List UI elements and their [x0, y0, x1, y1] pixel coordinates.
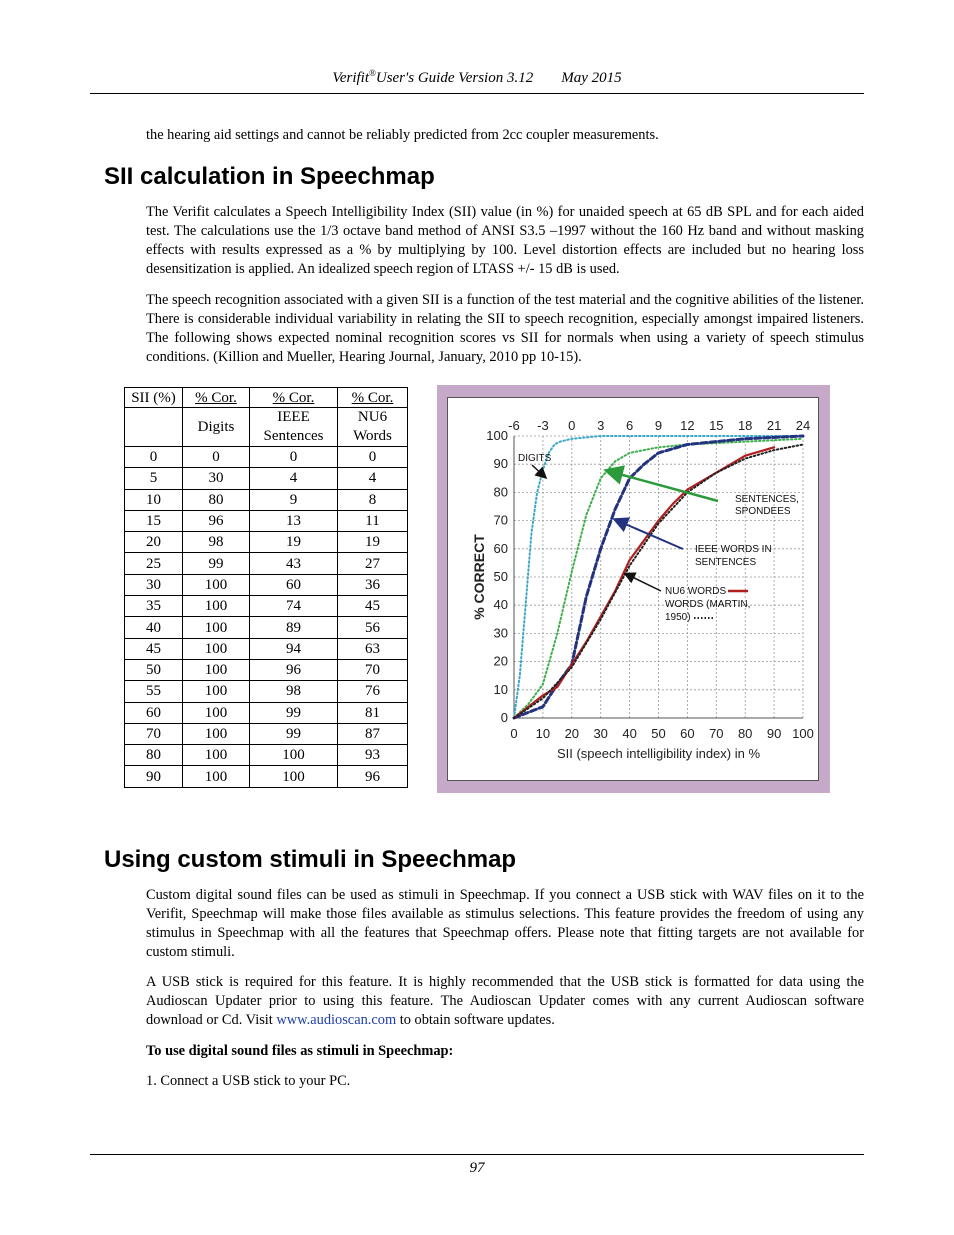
th-cor-nu6: % Cor. [338, 388, 408, 408]
table-cell: 93 [338, 745, 408, 766]
table-row [125, 659, 408, 680]
table-cell: 90 [125, 766, 183, 787]
table-cell: 4 [250, 468, 338, 489]
top-tick-label: 3 [597, 418, 605, 433]
header-date: May 2015 [561, 70, 622, 86]
table-cell: 27 [338, 553, 408, 574]
x-tick-label: 50 [651, 726, 666, 741]
table-cell: 100 [183, 659, 250, 680]
table-row [125, 702, 408, 723]
table-cell: 20 [125, 532, 183, 553]
th-sii: SII (%) [125, 388, 183, 408]
y-axis-label: % CORRECT [471, 534, 487, 620]
table-cell: 43 [250, 553, 338, 574]
table-cell: 30 [183, 468, 250, 489]
table-cell: 99 [183, 553, 250, 574]
y-tick-label: 50 [493, 569, 508, 584]
x-tick-label: 80 [737, 726, 753, 741]
chart-panel [447, 397, 819, 781]
sii-recognition-table [124, 387, 408, 788]
table-row [125, 447, 408, 468]
table-cell: 100 [183, 638, 250, 659]
audioscan-link[interactable]: www.audioscan.com [276, 1012, 397, 1028]
step-1: 1. Connect a USB stick to your PC. [146, 1073, 351, 1089]
table-row [125, 638, 408, 659]
subheader-ieee-line: IEEE [277, 409, 310, 425]
table-row [125, 723, 408, 744]
annotation-label: DIGITS [518, 453, 552, 464]
sii-paragraph-1: The Verifit calculates a Speech Intelligibility Index (SII) value (in %) for unaided speech at 65 dB SPL and for each aided test. The calculations use the 1/3 octave band method of ANSI S3.5 –1997 without the 160 Hz band and without masking effects with results expressed as a % by multiplying by 100. Level distortion effects are included but no hearing loss desensitization is applied. An idealized speech region of LTASS +/- 15 dB is used. [146, 204, 864, 277]
top-tick-label: 12 [680, 418, 695, 433]
table-cell: 96 [250, 659, 338, 680]
table-cell: 100 [183, 596, 250, 617]
top-tick-label: 0 [568, 418, 576, 433]
table-cell: 35 [125, 596, 183, 617]
page-header [90, 68, 864, 87]
table-cell: 8 [338, 489, 408, 510]
x-tick-label: 20 [564, 726, 580, 741]
custom-paragraph-2: A USB stick is required for this feature. It is highly recommended that the USB stick is formatted for data using the Audioscan Updater prior to using this feature. The Audioscan Updater comes with any current Audioscan software download or Cd. Visit www.audioscan.com to obtain software updates. [146, 974, 864, 1028]
ieee-arrow [616, 520, 683, 549]
intro-line: the hearing aid settings and cannot be reliably predicted from 2cc coupler measurements. [146, 127, 659, 143]
table-cell: 4 [338, 468, 408, 489]
table-cell: 13 [250, 510, 338, 531]
top-tick-label: 15 [709, 418, 724, 433]
table-cell: 70 [125, 723, 183, 744]
table-cell: 0 [183, 447, 250, 468]
table-row [125, 766, 408, 787]
y-tick-label: 80 [493, 484, 508, 500]
y-tick-label: 30 [493, 625, 508, 641]
table-cell: 100 [183, 617, 250, 638]
y-tick-label: 10 [493, 681, 508, 697]
annotation-label: SENTENCES, [735, 494, 799, 505]
y-tick-label: 60 [493, 540, 508, 556]
top-tick-label: 9 [654, 418, 663, 433]
annotation-label: 1950) [665, 612, 691, 623]
y-tick-label: 0 [500, 710, 508, 725]
y-tick-label: 70 [493, 512, 508, 528]
table-cell: 96 [183, 510, 250, 531]
table-cell: 36 [338, 574, 408, 595]
table-row [125, 553, 408, 574]
table-cell: 0 [125, 447, 183, 468]
table-cell: 11 [338, 510, 408, 531]
annotation-label: SPONDEES [735, 506, 791, 517]
subheader-ieee-line: Sentences [263, 428, 324, 444]
table-row [125, 510, 408, 531]
sii-chart [448, 398, 820, 782]
table-cell: 89 [250, 617, 338, 638]
table-row [125, 596, 408, 617]
top-tick-label: 18 [737, 418, 753, 433]
subheader-nu6-line: Words [353, 428, 392, 444]
table-cell: 25 [125, 553, 183, 574]
subheader-nu6 [338, 408, 408, 447]
table-cell: 0 [338, 447, 408, 468]
table-cell: 0 [250, 447, 338, 468]
table-cell: 98 [183, 532, 250, 553]
table-cell: 60 [125, 702, 183, 723]
sii-chart-figure [437, 385, 830, 793]
table-cell: 98 [250, 681, 338, 702]
table-row [125, 468, 408, 489]
table-cell: 9 [250, 489, 338, 510]
annotation-label: IEEE WORDS IN [695, 544, 772, 555]
table-cell: 5 [125, 468, 183, 489]
table-row [125, 745, 408, 766]
x-axis-label: SII (speech intelligibility index) in % [556, 746, 761, 761]
table-cell: 94 [250, 638, 338, 659]
subheader-ieee [250, 408, 338, 447]
section-heading-custom: Using custom stimuli in Speechmap [104, 846, 517, 873]
table-cell: 74 [250, 596, 338, 617]
table-cell: 19 [250, 532, 338, 553]
table-cell: 76 [338, 681, 408, 702]
x-tick-label: 90 [766, 726, 782, 741]
table-cell: 100 [183, 574, 250, 595]
table-cell: 50 [125, 659, 183, 680]
table-cell: 40 [125, 617, 183, 638]
top-tick-label: 24 [795, 418, 811, 433]
table-cell: 70 [338, 659, 408, 680]
subheader-nu6-line: NU6 [357, 409, 388, 425]
nu6-arrow [626, 574, 661, 591]
table-cell: 99 [250, 702, 338, 723]
table-cell: 45 [125, 638, 183, 659]
y-tick-label: 20 [493, 653, 508, 669]
table-row [125, 532, 408, 553]
table-row [125, 681, 408, 702]
annotation-label: WORDS (MARTIN, [665, 599, 751, 610]
steps-heading: To use digital sound files as stimuli in Speechmap: [146, 1043, 454, 1059]
table-row [125, 574, 408, 595]
table-cell: 10 [125, 489, 183, 510]
table-cell: 30 [125, 574, 183, 595]
top-tick-label: -6 [508, 418, 520, 433]
table-cell: 15 [125, 510, 183, 531]
x-tick-label: 60 [680, 726, 695, 741]
header-title: Verifit®User's Guide Version 3.12 [332, 68, 534, 86]
table-cell: 96 [338, 766, 408, 787]
table-cell: 63 [338, 638, 408, 659]
x-tick-label: 0 [510, 726, 518, 741]
subheader-empty [125, 408, 183, 447]
table-cell: 56 [338, 617, 408, 638]
top-tick-label: 21 [766, 418, 782, 433]
header-rule [90, 93, 864, 94]
table-cell: 100 [250, 766, 338, 787]
sii-paragraph-2: The speech recognition associated with a given SII is a function of the test material and the cognitive abilities of the listener. There is considerable individual variability in relating the SII to speech recognition, especially amongst impaired listeners. The following shows expected nominal recognition scores vs SII for normals when using a variety of speech stimulus conditions. (Killion and Mueller, Hearing Journal, January, 2010 pp 10-15). [146, 292, 864, 365]
subheader-digits: Digits [183, 408, 250, 447]
table-cell: 100 [183, 745, 250, 766]
section-heading-sii: SII calculation in Speechmap [104, 163, 435, 190]
sentences-arrow [608, 471, 718, 501]
page-number: 97 [469, 1160, 485, 1176]
table-cell: 80 [183, 489, 250, 510]
footer-rule [90, 1154, 864, 1155]
annotation-label: SENTENCES [695, 557, 757, 568]
annotation-label: NU6 WORDS [665, 586, 727, 597]
x-tick-label: 70 [709, 726, 724, 741]
table-cell: 60 [250, 574, 338, 595]
table-cell: 19 [338, 532, 408, 553]
table-cell: 100 [183, 723, 250, 744]
table-cell: 81 [338, 702, 408, 723]
table-cell: 100 [183, 681, 250, 702]
x-tick-label: 30 [593, 726, 608, 741]
top-tick-label: 6 [625, 418, 634, 433]
table-row [125, 617, 408, 638]
y-tick-label: 100 [486, 428, 508, 443]
table-cell: 100 [250, 745, 338, 766]
x-tick-label: 100 [792, 726, 814, 741]
x-tick-label: 10 [535, 726, 551, 741]
y-tick-label: 90 [493, 456, 508, 472]
y-tick-label: 40 [493, 597, 508, 613]
table-cell: 55 [125, 681, 183, 702]
x-tick-label: 40 [622, 726, 637, 741]
table-cell: 100 [183, 702, 250, 723]
custom-paragraph-1: Custom digital sound files can be used as stimuli in Speechmap. If you connect a USB stick with WAV files on it to the Verifit, Speechmap will make those files available as stimulus selections. This feature provides the freedom of using any stimulus in Speechmap with all the features that Speechmap offers. Please note that fitting targets are not available for custom stimuli. [146, 887, 864, 960]
table-row [125, 489, 408, 510]
table-cell: 99 [250, 723, 338, 744]
table-cell: 100 [183, 766, 250, 787]
table-cell: 45 [338, 596, 408, 617]
th-cor-ieee: % Cor. [250, 388, 338, 408]
table-cell: 80 [125, 745, 183, 766]
th-cor-digits: % Cor. [183, 388, 250, 408]
table-cell: 87 [338, 723, 408, 744]
top-tick-label: -3 [537, 418, 549, 433]
